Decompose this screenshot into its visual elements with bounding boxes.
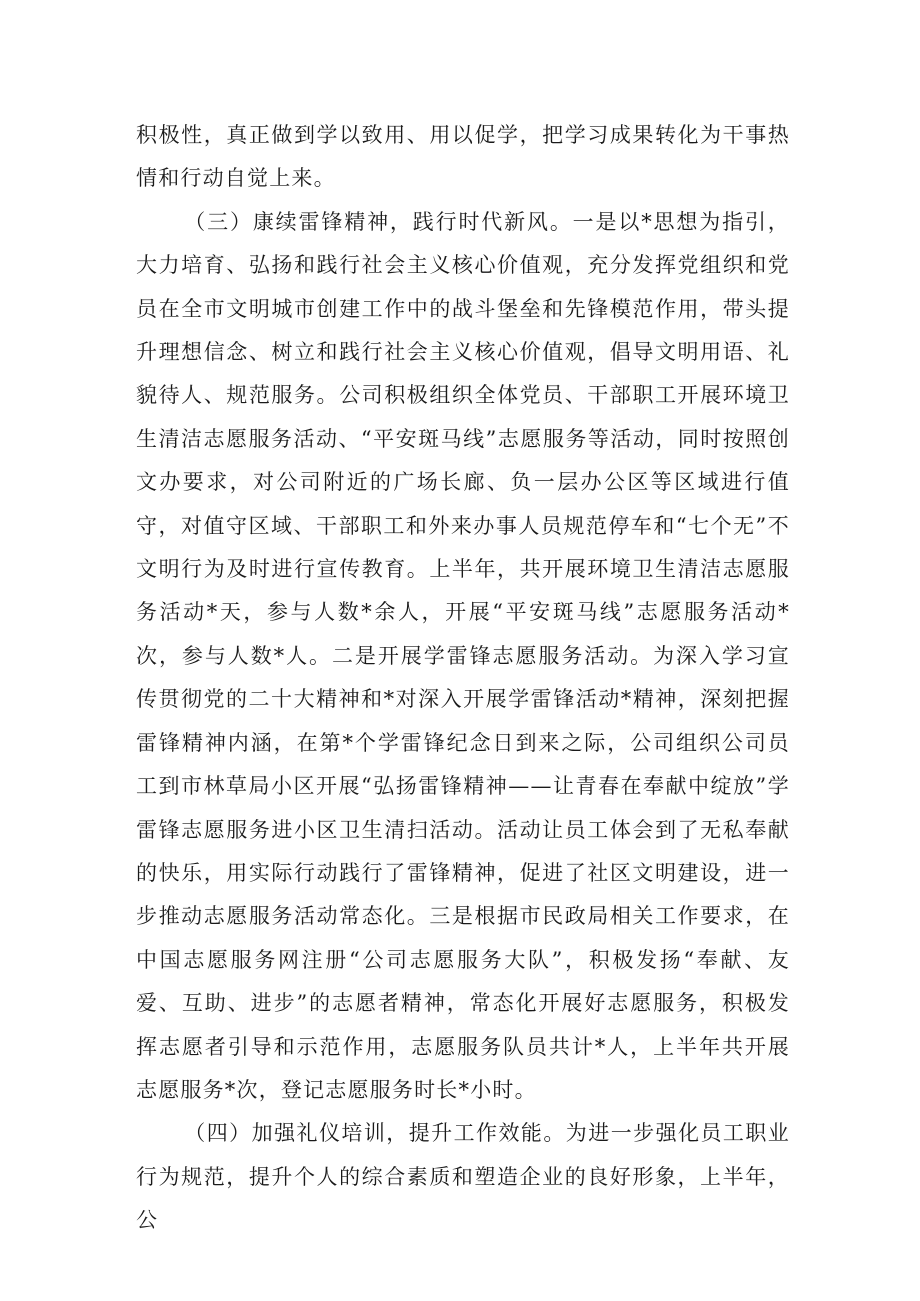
document-body: [136, 114, 790, 1243]
paragraph-section-4: （四）加强礼仪培训，提升工作效能。为进一步强化员工职业行为规范，提升个人的综合素质和塑造企业的良好形象，上半年，公: [136, 1121, 790, 1233]
paragraph-section-3: （三）康续雷锋精神，践行时代新风。一是以*思想为指引，大力培育、弘扬和践行社会主义核心价值观，充分发挥党组织和党员在全市文明城市创建工作中的战斗堡垒和先锋模范作用，带头提升理想信念、树立和践行社会主义核心价值观，倡导文明用语、礼貌待人、规范服务。公司积极组织全体党员、干部职工开展环境卫生清洁志愿服务活动、“平安斑马线”志愿服务等活动，同时按照创文办要求，对公司附近的广场长廊、负一层办公区等区域进行值守，对值守区域、干部职工和外来办事人员规范停车和“七个无”不文明行为及时进行宣传教育。上半年，共开展环境卫生清洁志愿服务活动*天，参与人数*余人，开展“平安斑马线”志愿服务活动*次，参与人数*人。二是开展学雷锋志愿服务活动。为深入学习宣传贯彻党的二十大精神和*对深入开展学雷锋活动*精神，深刻把握雷锋精神内涵，在第*个学雷锋纪念日到来之际，公司组织公司员工到市林草局小区开展“弘扬雷锋精神——让青春在奉献中绽放”学雷锋志愿服务进小区卫生清扫活动。活动让员工体会到了无私奉献的快乐，用实际行动践行了雷锋精神，促进了社区文明建设，进一步推动志愿服务活动常态化。三是根据市民政局相关工作要求，在中国志愿服务网注册“公司志愿服务大队”，积极发扬“奉献、友爱、互助、进步”的志愿者精神，常态化开展好志愿服务，积极发挥志愿者引导和示范作用，志愿服务队员共计*人，上半年共开展志愿服务*次，登记志愿服务时长*小时。: [136, 209, 790, 1102]
paragraph-continuation: 积极性，真正做到学以致用、用以促学，把学习成果转化为干事热情和行动自觉上来。: [136, 123, 790, 191]
